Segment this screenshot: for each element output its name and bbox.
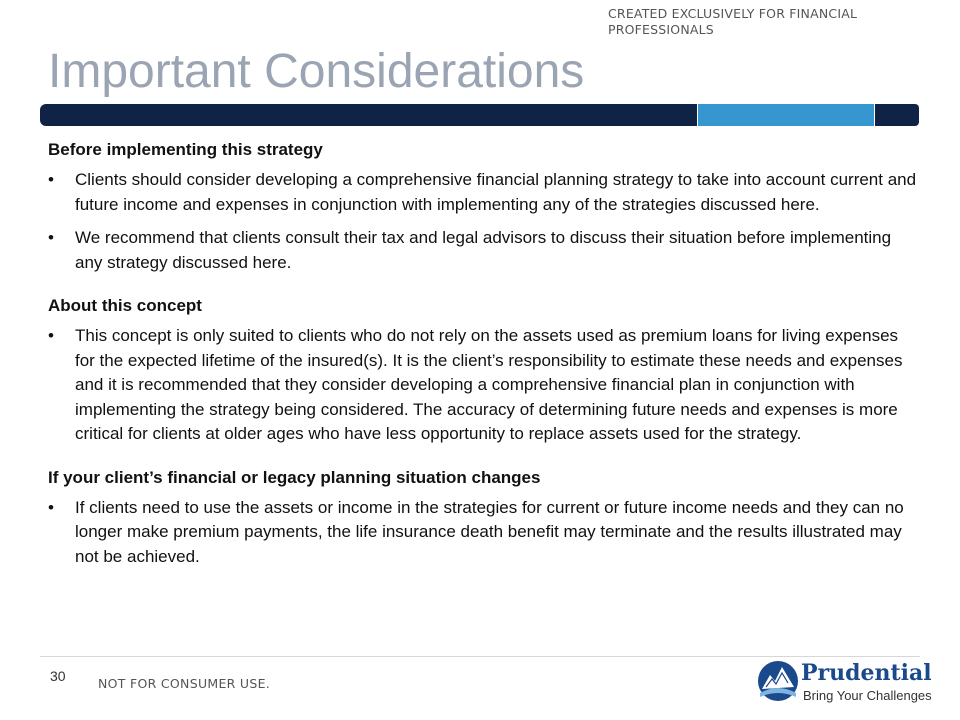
- bullet-item: • Clients should consider developing a comprehensive financial planning strategy to take into account current and future income and expenses in conjunction with implementing any of the strategies discussed here.: [48, 168, 918, 217]
- consumer-notice: NOT FOR CONSUMER USE.: [98, 676, 271, 691]
- bullet-item: • We recommend that clients consult their tax and legal advisors to discuss their situation before implementing any strategy discussed here.: [48, 226, 918, 275]
- section-before-implementing: [48, 138, 918, 275]
- bullet-list: [48, 168, 918, 275]
- brand-name: Prudential: [801, 660, 932, 686]
- page-number: 30: [50, 668, 66, 684]
- section-heading: If your client’s financial or legacy planning situation changes: [48, 467, 541, 487]
- section-about-concept: [48, 294, 918, 447]
- bullet-list: [48, 496, 918, 570]
- section-heading: About this concept: [48, 296, 202, 315]
- section-situation-changes: [48, 466, 918, 570]
- prudential-rock-logo-icon: [756, 657, 800, 705]
- content-body: [48, 138, 918, 578]
- page-title: Important Considerations: [48, 45, 585, 98]
- section-heading: Before implementing this strategy: [48, 140, 323, 159]
- brand-tagline: Bring Your Challenges: [803, 688, 932, 703]
- title-rule-navy: [40, 104, 697, 126]
- bullet-list: [48, 324, 918, 447]
- bullet-item: • This concept is only suited to clients who do not rely on the assets used as premium loans for living expenses for the expected lifetime of the insured(s). It is the client’s responsibility to estimate these needs and expenses and it is recommended that they consider developing a comprehensive financial plan in conjunction with implementing the strategy being considered. The accuracy of determining future needs and expenses is more critical for clients at older ages who have less opportunity to replace assets used for the strategy.: [48, 324, 918, 447]
- title-rule-blue: [698, 104, 874, 126]
- title-rule-navy-end: [875, 104, 919, 126]
- audience-notice: CREATED EXCLUSIVELY FOR FINANCIAL PROFESSIONALS: [608, 6, 858, 37]
- bullet-item: • If clients need to use the assets or income in the strategies for current or future income needs and they can no longer make premium payments, the life insurance death benefit may terminate and the results illustrated may not be achieved.: [48, 496, 918, 570]
